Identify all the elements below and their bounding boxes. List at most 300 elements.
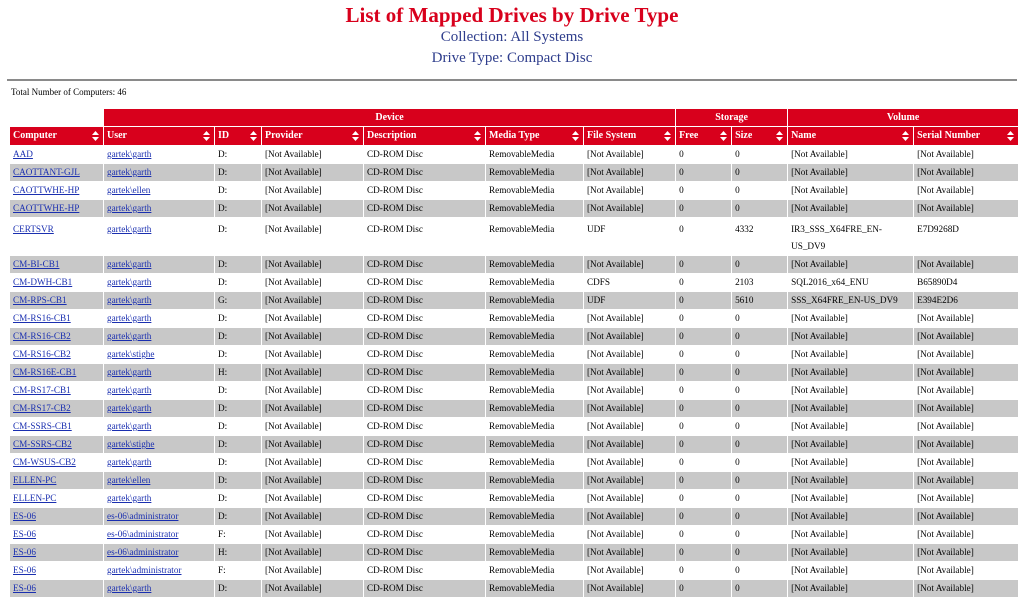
cell-description: CD-ROM Disc [364, 146, 486, 164]
cell-file-system: [Not Available] [584, 382, 676, 400]
cell-provider: [Not Available] [262, 400, 364, 418]
cell-media-type: RemovableMedia [486, 274, 584, 292]
cell-file-system: [Not Available] [584, 454, 676, 472]
cell-computer [10, 544, 104, 562]
user-link[interactable]: gartek\ellen [107, 185, 151, 195]
user-link[interactable]: gartek\stighe [107, 439, 155, 449]
computer-link[interactable]: CM-RS17-CB1 [13, 385, 71, 395]
cell-free: 0 [676, 382, 732, 400]
computer-link[interactable]: AAD [13, 149, 33, 159]
cell-description: CD-ROM Disc [364, 292, 486, 310]
cell-media-type: RemovableMedia [486, 436, 584, 454]
cell-user [104, 310, 215, 328]
group-device: Device [104, 109, 676, 127]
cell-name: [Not Available] [788, 182, 914, 200]
cell-size: 0 [732, 400, 788, 418]
column-header-provider[interactable] [262, 127, 364, 146]
cell-media-type: RemovableMedia [486, 182, 584, 200]
cell-name: SQL2016_x64_ENU [788, 274, 914, 292]
cell-size: 2103 [732, 274, 788, 292]
computer-link[interactable]: CM-RS17-CB2 [13, 403, 71, 413]
user-link[interactable]: gartek\garth [107, 457, 152, 467]
computer-link[interactable]: CERTSVR [13, 224, 54, 234]
drives-table [9, 108, 1019, 598]
cell-id: D: [215, 472, 262, 490]
computer-link[interactable]: CM-SSRS-CB1 [13, 421, 72, 431]
cell-provider: [Not Available] [262, 200, 364, 218]
cell-name: [Not Available] [788, 364, 914, 382]
cell-file-system: UDF [584, 218, 676, 256]
cell-user [104, 200, 215, 218]
cell-file-system: [Not Available] [584, 436, 676, 454]
cell-file-system: [Not Available] [584, 472, 676, 490]
cell-size: 0 [732, 346, 788, 364]
computer-link[interactable]: CM-DWH-CB1 [13, 277, 73, 287]
column-header-name[interactable] [788, 127, 914, 146]
cell-media-type: RemovableMedia [486, 454, 584, 472]
user-link[interactable]: gartek\garth [107, 224, 152, 234]
cell-description: CD-ROM Disc [364, 310, 486, 328]
cell-computer [10, 436, 104, 454]
cell-id: D: [215, 218, 262, 256]
cell-provider: [Not Available] [262, 256, 364, 274]
collection-label: Collection: All Systems [440, 29, 584, 45]
cell-serial-number: [Not Available] [914, 364, 1019, 382]
cell-size: 0 [732, 544, 788, 562]
cell-provider: [Not Available] [262, 328, 364, 346]
cell-id: G: [215, 292, 262, 310]
user-link[interactable]: gartek\garth [107, 421, 152, 431]
user-link[interactable]: gartek\stighe [107, 349, 155, 359]
cell-description: CD-ROM Disc [364, 490, 486, 508]
cell-description: CD-ROM Disc [364, 256, 486, 274]
column-header-label: Computer [13, 130, 57, 141]
cell-free: 0 [676, 580, 732, 598]
cell-user [104, 544, 215, 562]
computer-link[interactable]: CM-RS16E-CB1 [13, 367, 77, 377]
column-header-size[interactable] [732, 127, 788, 146]
cell-user [104, 400, 215, 418]
column-header-user[interactable] [104, 127, 215, 146]
cell-file-system: [Not Available] [584, 364, 676, 382]
cell-id: F: [215, 526, 262, 544]
sort-arrows-icon[interactable] [474, 131, 481, 141]
cell-file-system: UDF [584, 292, 676, 310]
table-row [10, 526, 1019, 544]
cell-computer [10, 562, 104, 580]
cell-description: CD-ROM Disc [364, 364, 486, 382]
cell-provider: [Not Available] [262, 472, 364, 490]
sort-arrows-icon[interactable] [776, 131, 783, 141]
cell-provider: [Not Available] [262, 526, 364, 544]
cell-file-system: [Not Available] [584, 310, 676, 328]
sort-arrows-icon[interactable] [250, 131, 257, 141]
cell-file-system: [Not Available] [584, 164, 676, 182]
header-divider [7, 79, 1017, 81]
cell-name: [Not Available] [788, 346, 914, 364]
cell-size: 0 [732, 490, 788, 508]
cell-description: CD-ROM Disc [364, 328, 486, 346]
user-link[interactable]: gartek\garth [107, 295, 152, 305]
cell-size: 0 [732, 508, 788, 526]
cell-media-type: RemovableMedia [486, 200, 584, 218]
column-header-label: Provider [265, 130, 303, 141]
cell-size: 0 [732, 382, 788, 400]
table-row [10, 328, 1019, 346]
cell-id: D: [215, 418, 262, 436]
cell-name: [Not Available] [788, 490, 914, 508]
user-link[interactable]: gartek\garth [107, 385, 152, 395]
computer-link[interactable]: ES-06 [13, 547, 36, 557]
cell-serial-number: B65890D4 [914, 274, 1019, 292]
cell-size: 0 [732, 310, 788, 328]
cell-user [104, 418, 215, 436]
cell-provider: [Not Available] [262, 310, 364, 328]
cell-provider: [Not Available] [262, 490, 364, 508]
cell-computer [10, 292, 104, 310]
cell-free: 0 [676, 200, 732, 218]
computer-link[interactable]: ES-06 [13, 583, 36, 593]
cell-free: 0 [676, 544, 732, 562]
column-group-row [10, 109, 1019, 127]
column-header-description[interactable] [364, 127, 486, 146]
computer-link[interactable]: CM-SSRS-CB2 [13, 439, 72, 449]
cell-description: CD-ROM Disc [364, 508, 486, 526]
cell-description: CD-ROM Disc [364, 182, 486, 200]
cell-size: 0 [732, 364, 788, 382]
cell-serial-number: [Not Available] [914, 400, 1019, 418]
table-row [10, 454, 1019, 472]
table-row [10, 562, 1019, 580]
cell-size: 0 [732, 182, 788, 200]
cell-serial-number: [Not Available] [914, 580, 1019, 598]
cell-free: 0 [676, 346, 732, 364]
cell-size: 0 [732, 328, 788, 346]
cell-computer [10, 328, 104, 346]
cell-description: CD-ROM Disc [364, 544, 486, 562]
sort-arrows-icon[interactable] [664, 131, 671, 141]
cell-file-system: [Not Available] [584, 400, 676, 418]
cell-media-type: RemovableMedia [486, 490, 584, 508]
cell-computer [10, 200, 104, 218]
cell-size: 0 [732, 200, 788, 218]
cell-free: 0 [676, 472, 732, 490]
cell-file-system: CDFS [584, 274, 676, 292]
cell-computer [10, 580, 104, 598]
cell-user [104, 526, 215, 544]
table-row [10, 274, 1019, 292]
cell-serial-number: [Not Available] [914, 418, 1019, 436]
sort-arrows-icon[interactable] [203, 131, 210, 141]
cell-serial-number: [Not Available] [914, 454, 1019, 472]
cell-file-system: [Not Available] [584, 544, 676, 562]
computer-link[interactable]: ES-06 [13, 511, 36, 521]
group-storage: Storage [676, 109, 788, 127]
cell-serial-number: [Not Available] [914, 490, 1019, 508]
cell-free: 0 [676, 274, 732, 292]
cell-name: [Not Available] [788, 544, 914, 562]
cell-media-type: RemovableMedia [486, 292, 584, 310]
cell-name: SSS_X64FRE_EN-US_DV9 [788, 292, 914, 310]
cell-free: 0 [676, 562, 732, 580]
cell-free: 0 [676, 182, 732, 200]
cell-name: IR3_SSS_X64FRE_EN-US_DV9 [788, 218, 914, 256]
cell-id: D: [215, 382, 262, 400]
column-header-id[interactable] [215, 127, 262, 146]
cell-user [104, 508, 215, 526]
cell-name: [Not Available] [788, 526, 914, 544]
cell-serial-number: [Not Available] [914, 346, 1019, 364]
total-computers-label: Total Number of Computers: 46 [11, 87, 127, 97]
cell-description: CD-ROM Disc [364, 454, 486, 472]
cell-description: CD-ROM Disc [364, 418, 486, 436]
computer-link[interactable]: ES-06 [13, 529, 36, 539]
cell-media-type: RemovableMedia [486, 382, 584, 400]
cell-user [104, 274, 215, 292]
table-row [10, 418, 1019, 436]
table-row [10, 200, 1019, 218]
cell-computer [10, 274, 104, 292]
table-row [10, 146, 1019, 164]
column-header-label: Media Type [489, 130, 540, 141]
cell-size: 0 [732, 146, 788, 164]
cell-size: 4332 [732, 218, 788, 256]
user-link[interactable]: es-06\administrator [107, 547, 179, 557]
computer-link[interactable]: ELLEN-PC [13, 475, 57, 485]
cell-provider: [Not Available] [262, 164, 364, 182]
cell-description: CD-ROM Disc [364, 526, 486, 544]
cell-user [104, 436, 215, 454]
user-link[interactable]: gartek\ellen [107, 475, 151, 485]
user-link[interactable]: gartek\garth [107, 583, 152, 593]
cell-computer [10, 418, 104, 436]
cell-free: 0 [676, 418, 732, 436]
cell-media-type: RemovableMedia [486, 346, 584, 364]
cell-user [104, 292, 215, 310]
cell-computer [10, 400, 104, 418]
cell-id: D: [215, 256, 262, 274]
cell-serial-number: E7D9268D [914, 218, 1019, 256]
group-volume: Volume [788, 109, 1019, 127]
cell-id: D: [215, 508, 262, 526]
cell-provider: [Not Available] [262, 364, 364, 382]
table-row [10, 382, 1019, 400]
cell-name: [Not Available] [788, 508, 914, 526]
cell-serial-number: [Not Available] [914, 472, 1019, 490]
column-header-free[interactable] [676, 127, 732, 146]
sort-arrows-icon[interactable] [902, 131, 909, 141]
cell-provider: [Not Available] [262, 580, 364, 598]
cell-free: 0 [676, 508, 732, 526]
cell-user [104, 182, 215, 200]
table-row [10, 256, 1019, 274]
cell-media-type: RemovableMedia [486, 364, 584, 382]
computer-link[interactable]: CAOTTANT-GJL [13, 167, 80, 177]
cell-description: CD-ROM Disc [364, 200, 486, 218]
cell-id: H: [215, 364, 262, 382]
cell-size: 0 [732, 418, 788, 436]
cell-user [104, 328, 215, 346]
cell-serial-number: [Not Available] [914, 562, 1019, 580]
cell-file-system: [Not Available] [584, 146, 676, 164]
sort-arrows-icon[interactable] [720, 131, 727, 141]
cell-free: 0 [676, 436, 732, 454]
computer-link[interactable]: CM-RPS-CB1 [13, 295, 67, 305]
cell-provider: [Not Available] [262, 454, 364, 472]
cell-size: 0 [732, 436, 788, 454]
table-row [10, 346, 1019, 364]
cell-computer [10, 164, 104, 182]
cell-media-type: RemovableMedia [486, 218, 584, 256]
sort-arrows-icon[interactable] [92, 131, 99, 141]
cell-name: [Not Available] [788, 146, 914, 164]
table-row [10, 310, 1019, 328]
cell-description: CD-ROM Disc [364, 218, 486, 256]
cell-file-system: [Not Available] [584, 256, 676, 274]
cell-provider: [Not Available] [262, 292, 364, 310]
cell-name: [Not Available] [788, 164, 914, 182]
table-row [10, 544, 1019, 562]
table-row [10, 472, 1019, 490]
cell-serial-number: [Not Available] [914, 200, 1019, 218]
cell-id: D: [215, 200, 262, 218]
computer-link[interactable]: CM-BI-CB1 [13, 259, 60, 269]
cell-name: [Not Available] [788, 472, 914, 490]
cell-free: 0 [676, 400, 732, 418]
cell-provider: [Not Available] [262, 146, 364, 164]
cell-description: CD-ROM Disc [364, 472, 486, 490]
cell-name: [Not Available] [788, 454, 914, 472]
user-link[interactable]: gartek\garth [107, 331, 152, 341]
table-row [10, 436, 1019, 454]
cell-name: [Not Available] [788, 418, 914, 436]
computer-link[interactable]: CAOTTWHE-HP [13, 185, 80, 195]
column-header-media-type[interactable] [486, 127, 584, 146]
cell-serial-number: [Not Available] [914, 146, 1019, 164]
cell-provider: [Not Available] [262, 562, 364, 580]
cell-free: 0 [676, 292, 732, 310]
cell-serial-number: [Not Available] [914, 256, 1019, 274]
cell-name: [Not Available] [788, 400, 914, 418]
column-header-label: Description [367, 130, 417, 141]
cell-media-type: RemovableMedia [486, 400, 584, 418]
sort-arrows-icon[interactable] [352, 131, 359, 141]
table-row [10, 508, 1019, 526]
cell-free: 0 [676, 310, 732, 328]
cell-user [104, 490, 215, 508]
cell-file-system: [Not Available] [584, 418, 676, 436]
cell-file-system: [Not Available] [584, 328, 676, 346]
cell-size: 0 [732, 454, 788, 472]
column-header-computer[interactable] [10, 127, 104, 146]
cell-free: 0 [676, 364, 732, 382]
user-link[interactable]: gartek\garth [107, 403, 152, 413]
user-link[interactable]: gartek\garth [107, 167, 152, 177]
cell-provider: [Not Available] [262, 418, 364, 436]
cell-provider: [Not Available] [262, 274, 364, 292]
user-link[interactable]: gartek\administrator [107, 565, 182, 575]
cell-name: [Not Available] [788, 328, 914, 346]
cell-file-system: [Not Available] [584, 526, 676, 544]
cell-name: [Not Available] [788, 382, 914, 400]
drive-type-label: Drive Type: Compact Disc [431, 50, 593, 66]
cell-provider: [Not Available] [262, 436, 364, 454]
cell-serial-number: E394E2D6 [914, 292, 1019, 310]
table-row [10, 400, 1019, 418]
cell-media-type: RemovableMedia [486, 310, 584, 328]
cell-size: 5610 [732, 292, 788, 310]
cell-id: D: [215, 490, 262, 508]
report-header [0, 0, 1024, 69]
user-link[interactable]: gartek\garth [107, 367, 152, 377]
cell-serial-number: [Not Available] [914, 382, 1019, 400]
cell-free: 0 [676, 256, 732, 274]
cell-serial-number: [Not Available] [914, 310, 1019, 328]
user-link[interactable]: gartek\garth [107, 259, 152, 269]
cell-free: 0 [676, 164, 732, 182]
cell-computer [10, 218, 104, 256]
cell-name: [Not Available] [788, 562, 914, 580]
cell-id: D: [215, 328, 262, 346]
cell-serial-number: [Not Available] [914, 328, 1019, 346]
cell-free: 0 [676, 328, 732, 346]
computer-link[interactable]: CM-WSUS-CB2 [13, 457, 76, 467]
cell-media-type: RemovableMedia [486, 508, 584, 526]
table-row [10, 292, 1019, 310]
user-link[interactable]: gartek\garth [107, 493, 152, 503]
cell-size: 0 [732, 562, 788, 580]
cell-provider: [Not Available] [262, 346, 364, 364]
user-link[interactable]: gartek\garth [107, 277, 152, 287]
computer-link[interactable]: CM-RS16-CB2 [13, 331, 71, 341]
cell-description: CD-ROM Disc [364, 562, 486, 580]
cell-description: CD-ROM Disc [364, 346, 486, 364]
column-header-row [10, 127, 1019, 146]
user-link[interactable]: es-06\administrator [107, 511, 179, 521]
computer-link[interactable]: ELLEN-PC [13, 493, 57, 503]
cell-file-system: [Not Available] [584, 182, 676, 200]
computer-link[interactable]: CM-RS16-CB1 [13, 313, 71, 323]
cell-free: 0 [676, 454, 732, 472]
cell-media-type: RemovableMedia [486, 256, 584, 274]
report-title: List of Mapped Drives by Drive Type [345, 3, 679, 27]
user-link[interactable]: es-06\administrator [107, 529, 179, 539]
user-link[interactable]: gartek\garth [107, 149, 152, 159]
cell-media-type: RemovableMedia [486, 580, 584, 598]
computer-link[interactable]: CM-RS16-CB2 [13, 349, 71, 359]
column-header-serial-number[interactable] [914, 127, 1019, 146]
cell-computer [10, 256, 104, 274]
cell-serial-number: [Not Available] [914, 526, 1019, 544]
cell-id: D: [215, 182, 262, 200]
computer-link[interactable]: CAOTTWHE-HP [13, 203, 80, 213]
cell-name: [Not Available] [788, 310, 914, 328]
user-link[interactable]: gartek\garth [107, 203, 152, 213]
sort-arrows-icon[interactable] [572, 131, 579, 141]
cell-media-type: RemovableMedia [486, 544, 584, 562]
cell-media-type: RemovableMedia [486, 164, 584, 182]
table-row [10, 364, 1019, 382]
user-link[interactable]: gartek\garth [107, 313, 152, 323]
cell-description: CD-ROM Disc [364, 436, 486, 454]
cell-user [104, 256, 215, 274]
sort-arrows-icon[interactable] [1007, 131, 1014, 141]
column-header-file-system[interactable] [584, 127, 676, 146]
cell-serial-number: [Not Available] [914, 182, 1019, 200]
table-body [10, 146, 1019, 598]
computer-link[interactable]: ES-06 [13, 565, 36, 575]
column-header-label: Name [791, 130, 817, 141]
